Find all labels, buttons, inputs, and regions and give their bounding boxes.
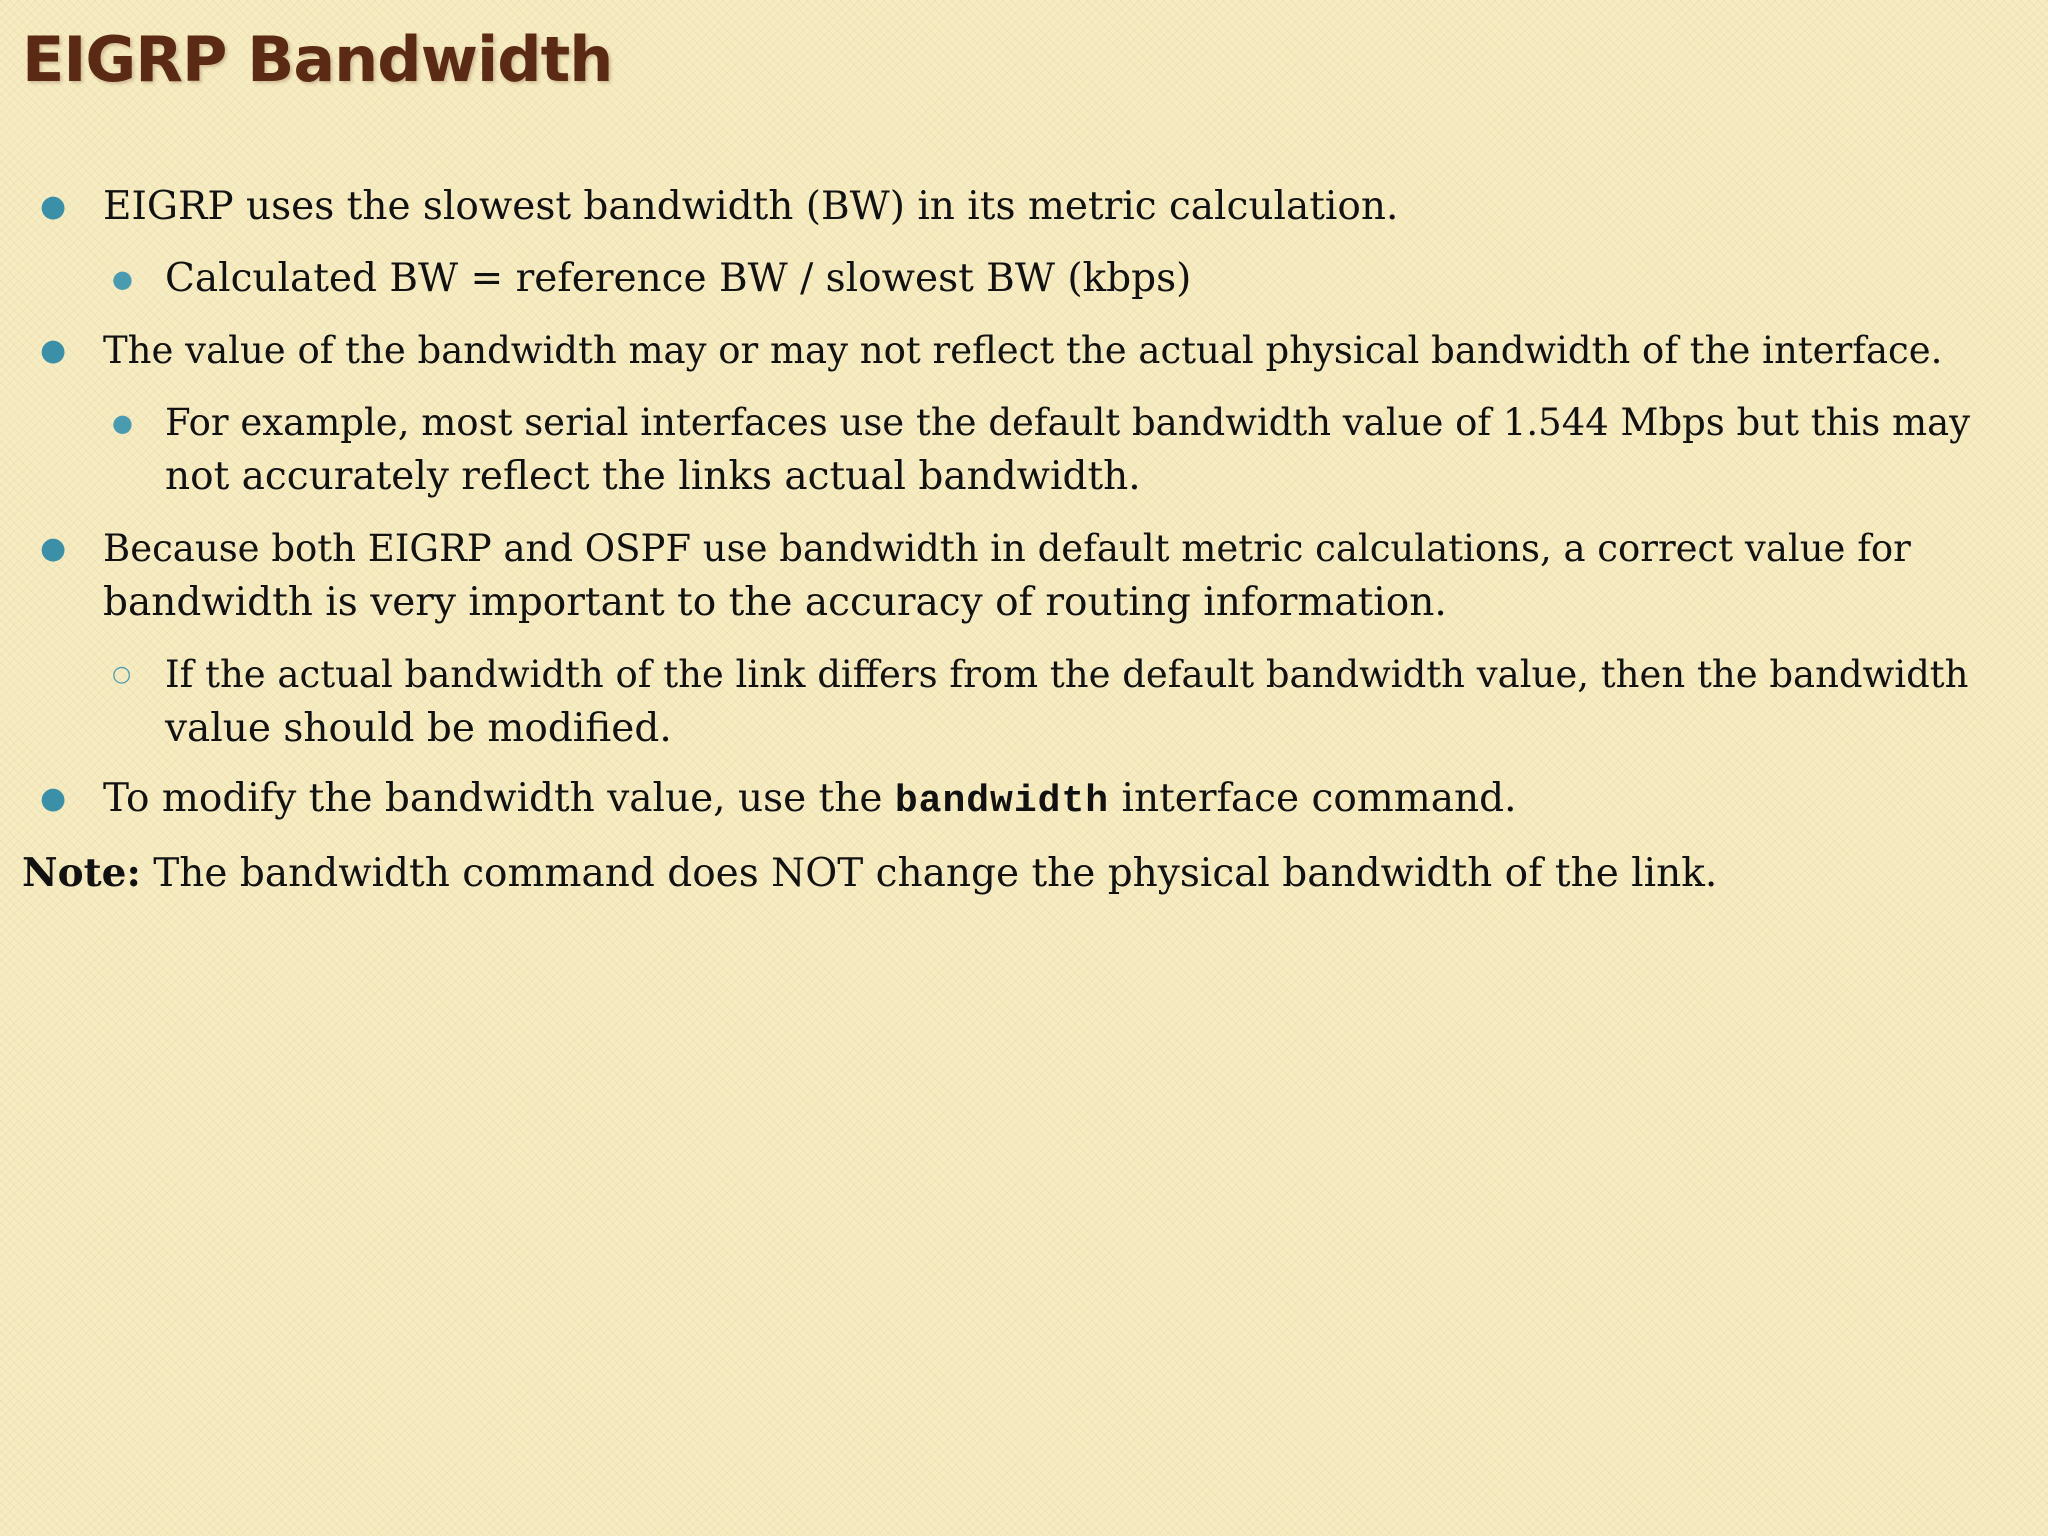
bandwidth-command-code: bandwidth: [894, 780, 1110, 823]
hollow-bullet-icon: ○: [112, 662, 132, 687]
bullet-text-after-code: interface command.: [1121, 776, 1517, 821]
bullet-text: [103, 772, 1517, 829]
sub-bullet-text: For example, most serial interfaces use the default bandwidth value of 1.544 Mbps but this may: [165, 401, 1971, 444]
bullet-icon: ●: [40, 781, 67, 816]
sub-bullet-text: If the actual bandwidth of the link differs from the default bandwidth value, then the bandwidth: [165, 653, 1969, 696]
note-text: The bandwidth command does NOT change the physical bandwidth of the link.: [153, 851, 1718, 896]
sub-bullet-icon: ●: [112, 265, 133, 293]
bullet-text: Because both EIGRP and OSPF use bandwidth in default metric calculations, a correct value for: [103, 527, 1911, 570]
bullet-text: EIGRP uses the slowest bandwidth (BW) in its metric calculation.: [103, 184, 1399, 229]
bullet-text: The value of the bandwidth may or may not reflect the actual physical bandwidth of the interface.: [103, 329, 1943, 372]
sub-bullet-text-continued: value should be modified.: [165, 706, 672, 751]
note: [22, 846, 1717, 901]
sub-bullet-text: Calculated BW = reference BW / slowest BW (kbps): [165, 256, 1192, 301]
sub-bullet-text-continued: not accurately reflect the links actual bandwidth.: [165, 454, 1141, 499]
slide-title: EIGRP Bandwidth: [22, 23, 613, 96]
bullet-text-before-code: To modify the bandwidth value, use the: [103, 776, 883, 821]
bullet-text-continued: bandwidth is very important to the accuracy of routing information.: [103, 580, 1447, 625]
bullet-icon: ●: [40, 531, 67, 566]
note-label: Note:: [22, 850, 141, 896]
sub-bullet-icon: ●: [112, 409, 133, 437]
bullet-icon: ●: [40, 333, 67, 368]
bullet-icon: ●: [40, 189, 67, 224]
